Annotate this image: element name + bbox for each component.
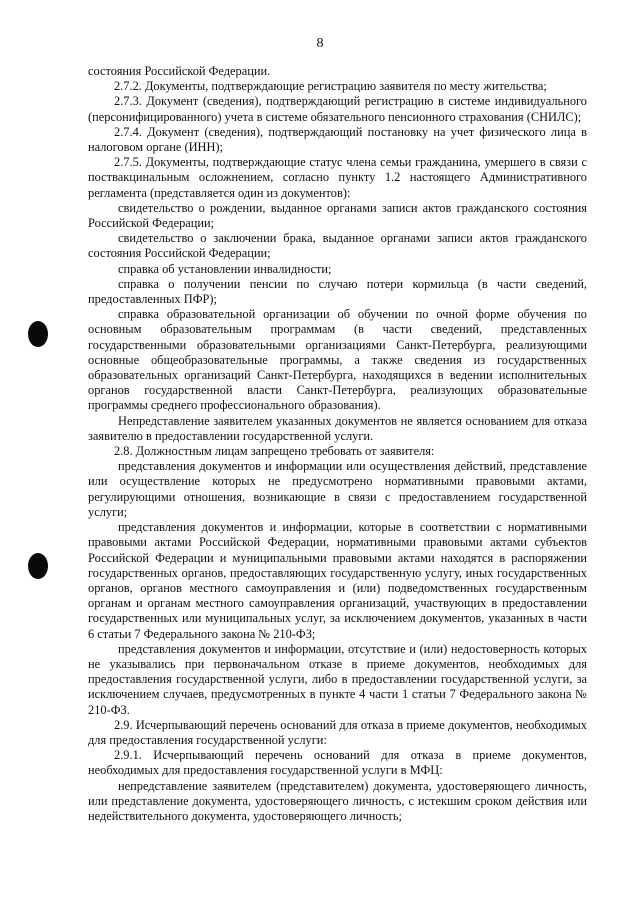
punch-hole <box>28 553 48 579</box>
list-item: справка образовательной организации об обучении по очной форме обучения по основным образовательным программам (в части сведений, представленных государственными образовательными организациями Санкт-Петербурга, реализующими основные общеобразовательные программы, а также сведения из государственных образовательных организаций Санкт-Петербурга, находящихся в ведении исполнительных органов государственной власти Санкт-Петербурга, реализующих образовательные программы среднего профессионального образования). <box>88 307 587 413</box>
paragraph: 2.7.5. Документы, подтверждающие статус члена семьи гражданина, умершего в связи с поствакцинальным осложнением, согласно пункту 1.2 настоящего Административного регламента (представляется один из документов): <box>88 155 587 200</box>
list-item: непредставление заявителем (представителем) документа, удостоверяющего личность, или представление документа, удостоверяющего личность, с истекшим сроком действия или недействительного документа, удостоверяющего личность; <box>88 778 587 823</box>
section-heading: 2.8. Должностным лицам запрещено требовать от заявителя: <box>114 444 435 459</box>
paragraph: состояния Российской Федерации. <box>88 64 271 78</box>
list-item: свидетельство о рождении, выданное органами записи актов гражданского состояния Российской Федерации; <box>88 200 587 231</box>
list-item: свидетельство о заключении брака, выданное органами записи актов гражданского состояния Российской Федерации; <box>88 231 587 261</box>
list-item: представления документов и информации или осуществления действий, представление или осуществление которых не предусмотрено нормативными правовыми актами, регулирующими отношения, возникающие в связи с предоставлением государственной услуги; <box>88 459 587 519</box>
list-item: представления документов и информации, которые в соответствии с нормативными правовыми актами Российской Федерации, нормативными правовыми актами субъектов Российской Федерации и муниципальными правовыми актами находятся в распоряжении государственных органов, предоставляющих государственную услугу, иных государственных органов, органов местного самоуправления и (или) подведомственных государственным органам и органам местного самоуправления организаций, участвующих в предоставлении государственных или муниципальных услуг, за исключением документов, указанных в части 6 статьи 7 Федерального закона № 210-ФЗ; <box>88 520 587 641</box>
section-heading: 2.9. Исчерпывающий перечень оснований для отказа в приеме документов, необходимых для предоставления государственной услуги: <box>88 717 587 747</box>
paragraph: Непредставление заявителем указанных документов не является основанием для отказа заявителю в предоставлении государственной услуги. <box>88 413 587 443</box>
paragraph: 2.9.1. Исчерпывающий перечень оснований для отказа в приеме документов, необходимых для предоставления государственной услуги в МФЦ: <box>88 748 587 778</box>
paragraph: 2.7.4. Документ (сведения), подтверждающий постановку на учет физического лица в налоговом органе (ИНН); <box>88 124 587 155</box>
punch-hole <box>28 321 48 347</box>
list-item: справка об установлении инвалидности; <box>118 261 332 276</box>
paragraph: 2.7.2. Документы, подтверждающие регистрацию заявителя по месту жительства; <box>114 79 547 94</box>
list-item: справка о получении пенсии по случаю потери кормильца (в части сведений, предоставленных ПФР); <box>88 276 587 307</box>
paragraph: 2.7.3. Документ (сведения), подтверждающий регистрацию в системе индивидуального (персонифицированного) учета в системе обязательного пенсионного страхования (СНИЛС); <box>88 94 587 124</box>
page-number: 8 <box>316 36 324 51</box>
document-body <box>88 64 587 824</box>
list-item: представления документов и информации, отсутствие и (или) недостоверность которых не указывались при первоначальном отказе в приеме документов, необходимых для предоставления государственной услуги, либо в предоставлении государственной услуги, за исключением случаев, предусмотренных в пункте 4 части 1 статьи 7 Федерального закона № 210-ФЗ. <box>88 641 587 717</box>
